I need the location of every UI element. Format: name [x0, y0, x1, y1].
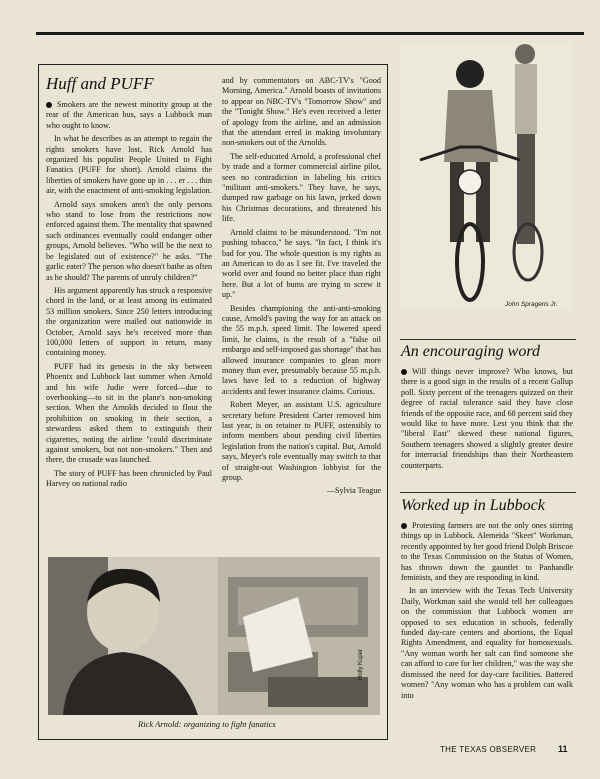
bicycles-illustration — [400, 42, 572, 310]
article1-para: Smokers are the newest minority group at the rear of the American bus, says a Lubbock man who ought to know. — [46, 100, 212, 130]
article1-para: Arnold says smokers aren't the only persons who stand to lose from the restrictions now enforced against them. The mentality that spawned such ordinances eventually could endanger other groups, Arnold believes. "Who will be the next to be legislated out of existence?" he asks. "The garlic eater? The person who doesn't bathe as often as he should? The parents of unruly children?" — [46, 199, 213, 282]
article1-para: Besides championing the anti-anti-smoking cause, Arnold's paving the way for an attack on the 55 m.p.h. speed limit. The lowered speed limit, he claims, is the result of a "false oil embargo and self-imposed gas shortage" that has allowed insurance companies to glean more money than ever, presumably because 55 m.p.h. laws have led to a reduction of highway accidents and fewer insurance claims. Curious. — [222, 303, 381, 396]
byline-signature: —Sylvia Teague — [326, 486, 381, 496]
footer-publication: THE TEXAS OBSERVER — [440, 745, 537, 754]
headline-encouraging-word: An encouraging word — [401, 343, 540, 360]
article3-para: In an interview with the Texas Tech University Daily, Workman said she would tell her colleagues on the commission that Lubbock women are opposed to sex education in schools, federally funded day-care centers and abortions, the Equal Rights Amendment, and equality for homosexuals. "Any woman worth her salt can find someone she can afford to care for her children," was the way she dismissed the need for day-care facilities. Battered women? "Any woman who has a problem can walk into — [401, 586, 573, 700]
article1-para: The self-educated Arnold, a professional chef by trade and a former commercial airline pilot, sees no contradiction in labeling his critics "militant anti-smokers." They have, he says, dumped raw garbage on his lawn, jerked down his Christmas decorations, and threatened his life. — [222, 151, 381, 224]
page-number: 11 — [558, 744, 568, 754]
top-rule — [36, 32, 584, 35]
headline-huff-and-puff: Huff and PUFF — [46, 74, 154, 93]
article1-para: Robert Meyer, an assistant U.S. agriculture secretary before President Carter removed him last year, is on retainer to PUFF, ostensibly to inform members about pending civil liberties legislation from the nation's capital. But, Arnold says, Meyer's role eventually may switch to that of straight-out Washington lobbyist for the group. — [222, 400, 381, 483]
article1-column-1 — [46, 100, 212, 493]
bullet-icon — [401, 369, 407, 375]
article2-body — [401, 367, 573, 474]
article1-column-2 — [222, 76, 381, 497]
article1-para: In what he describes as an attempt to regain the rights smokers have lost, Rick Arnold has organized his populist People United to Fight Fanatics (PUFF for short). Arnold claims the liberties of smokers have gone up in . . . er . . . thin air, with the enactment of anti-smoking legislation. — [46, 134, 212, 196]
photo-credit-holly-kuper: Holly Kuper — [358, 648, 364, 680]
photo-illustration — [48, 557, 380, 715]
article1-para: and by commentators on ABC-TV's "Good Morning, America." Arnold boasts of invitations to appear on NBC-TV's "Tomorrow Show" and the "Tonight Show." He's even received a letter of apology from the airline, and an admission that the attendant erred in making involuntary non-smokers out of the Arnolds. — [222, 76, 381, 148]
article3-body — [401, 521, 573, 704]
bullet-icon — [46, 102, 52, 108]
rick-arnold-photo — [48, 557, 380, 715]
headline-worked-up-in-lubbock: Worked up in Lubbock — [401, 497, 545, 514]
article1-para: The story of PUFF has been chronicled by Paul Harvey on national radio — [46, 468, 212, 489]
section-divider — [400, 492, 576, 493]
photo-credit-john-spragens: John Spragens Jr. — [505, 301, 558, 308]
article1-para: His argument apparently has struck a responsive chord in the land, or at least among its estimated 53 million smokers. Since 250 letters introducing the organization were mailed out nationwide in October, Arnold says he's received more than 100,000 letters of support in return, many containing money. — [46, 285, 212, 358]
teens-on-bicycles-photo — [400, 42, 572, 310]
bullet-icon — [401, 523, 407, 529]
article1-para: Arnold claims to be misunderstood. "I'm not pushing tobacco," he says. "In fact, I think it's bad for you. The whole question is my rights as an American to do as I see fit. I've traveled the world over and found no better place than right here. But a lot of bums are trying to screw it up." — [222, 227, 381, 300]
article1-para: PUFF had its genesis in the sky between Phoenix and Lubbock last summer when Arnold and his wife Judie were forced—due to overbooking—to sit in the plane's non-smoking section. When the Arnolds decided to flout the prohibition on smoking in their section, a stewardess asked them to extinguish their cigarettes, noting the airline "could discriminate against smokers, but not non-smokers." Then and there, the crusade was launched. — [46, 361, 212, 465]
section-divider — [400, 339, 576, 340]
article3-para: Protesting farmers are not the only ones stirring things up in Lubbock. Alemeida "Skeet" Workman, recently appointed by her good friend Dolph Briscoe to the Texas Commission on the Status of Women, has thrown down the gauntlet to Panhandle feminists, and they are responding in kind. — [401, 521, 573, 583]
article2-para: Will things never improve? Who knows, but there is a good sign in the results of a recent Gallup poll. Sixty percent of the teenagers quizzed on their degree of racial tolerance said they have close friends of the opposite race, and 68 percent said they would like to have more. Lest you think that the "liberal East" skewed these national figures, Southern teenagers showed a slightly greater desire for interracial friendships than their Northeastern counterparts. — [401, 367, 573, 470]
photo-caption: Rick Arnold: organizing to fight fanatics — [138, 719, 276, 729]
